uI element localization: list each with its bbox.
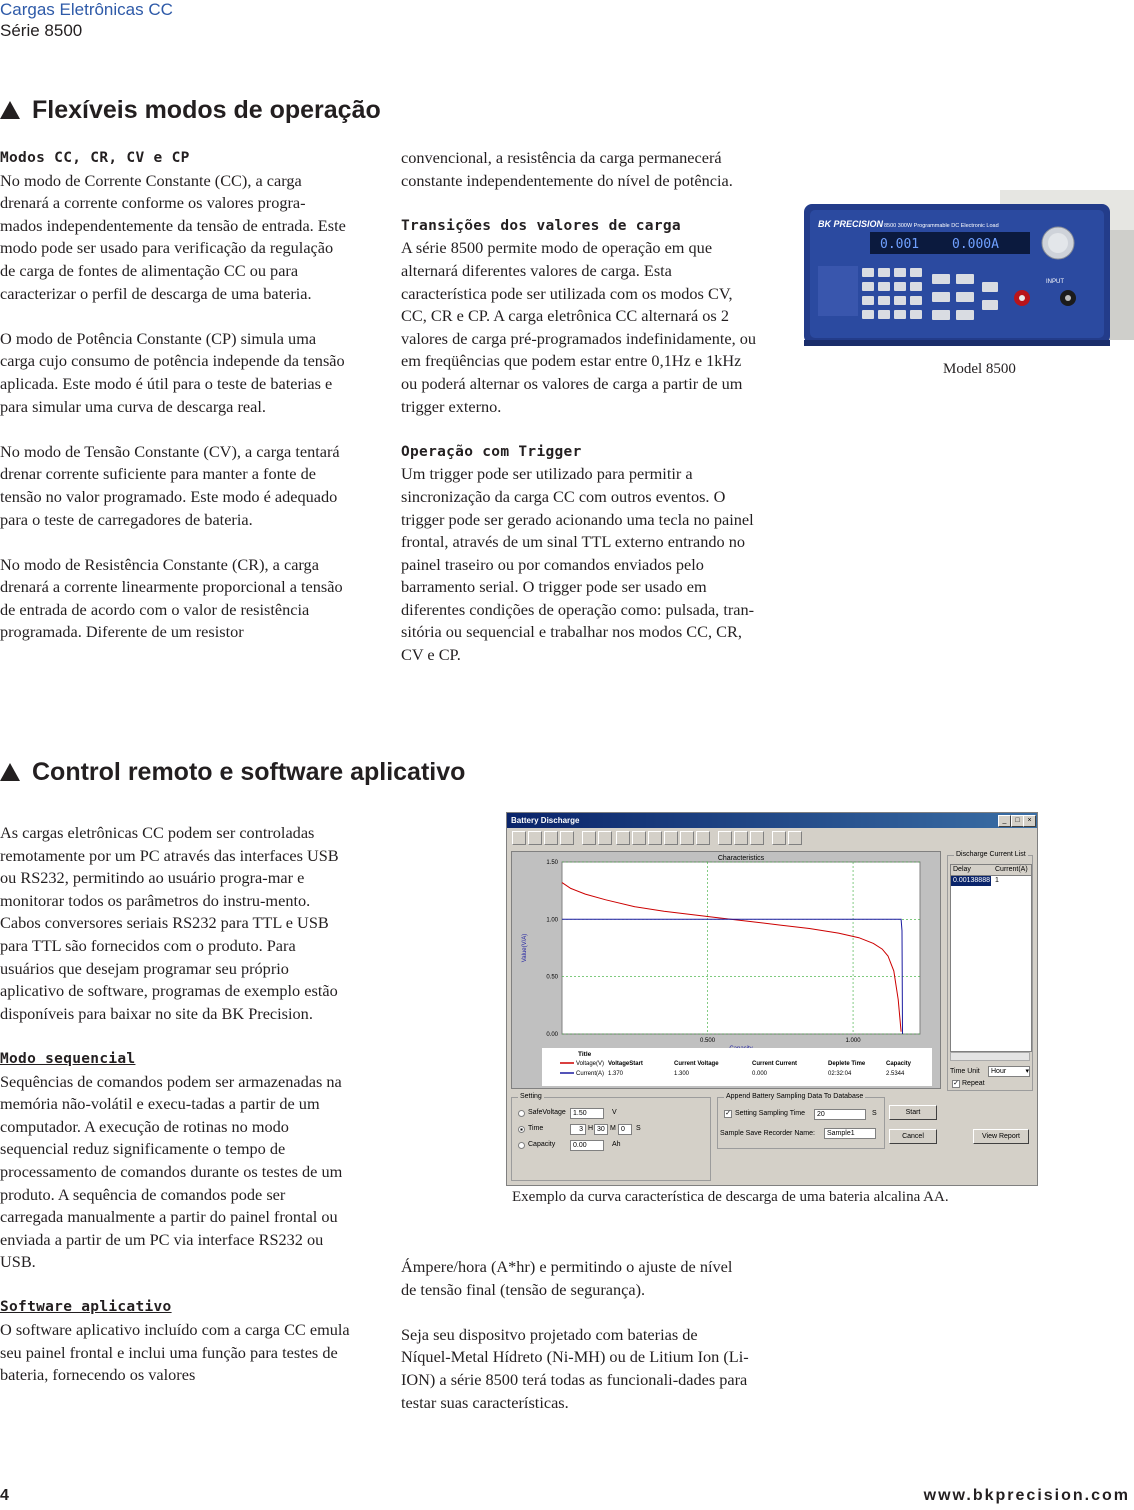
running-header-series: Série 8500 <box>0 21 83 40</box>
minutes-label: M <box>610 1125 616 1132</box>
paragraph: convencional, a resistência da carga permanecerá constante independentemente do nível de potência. <box>401 148 733 190</box>
capacity-radio[interactable] <box>518 1142 525 1149</box>
screenshot-caption: Exemplo da curva característica de descarga de uma bateria alcalina AA. <box>512 1189 949 1205</box>
table-header: Current Voltage <box>674 1061 719 1067</box>
paragraph: Seja seu dispositvo projetado com baterias de Níquel-Metal Hídreto (Ni-MH) ou de Litium Ion (Li-ION) a série 8500 terá todas as funcionali-dades para testar suas características. <box>401 1324 749 1412</box>
capacity-label: Capacity <box>528 1141 556 1148</box>
y-axis-label: Value(V/A) <box>522 933 528 963</box>
recorder-name-label: Sample Save Recorder Name: <box>720 1130 815 1137</box>
seconds-label: S <box>636 1125 641 1132</box>
section2-column2 <box>401 1256 751 1414</box>
subheading-transitions: Transições dos valores de carga <box>401 217 681 234</box>
safe-voltage-radio[interactable] <box>518 1110 525 1117</box>
subheading-software: Software aplicativo <box>0 1299 172 1316</box>
discharge-side-panel <box>945 851 1035 1131</box>
subheading-modes: Modos CC, CR, CV e CP <box>0 150 190 166</box>
maximize-icon[interactable]: □ <box>1011 815 1024 827</box>
start-button[interactable]: Start <box>889 1105 937 1120</box>
time-label: Time <box>528 1125 544 1132</box>
chart-tool-icon[interactable] <box>512 831 526 845</box>
minutes-field[interactable]: 30 <box>594 1124 608 1135</box>
discharge-chart <box>512 852 940 1088</box>
table-header: Deplete Time <box>828 1061 866 1067</box>
paragraph: As cargas eletrônicas CC podem ser controladas remotamente por um PC através das interfaces USB ou RS232, permitindo ao usuário progra-mar e monitorar todos os parâmetros do instru-mento. Cabos conversores seriais RS232 para TTL e USB para TTL são fornecidos com o produto. Para usuários que desejam programar seu próprio aplicativo de software, programas de exemplo estão disponíveis para baixar no site da BK Precision. <box>0 823 339 1023</box>
capacity-field[interactable]: 0.00 <box>570 1140 604 1151</box>
paragraph: A série 8500 permite modo de operação em que alternará diferentes valores de carga. Esta característica pode ser utilizada com os modos CV, CC, CR e CP. A carga eletrônica CC alternará os 2 valores de carga pré-programados indefinidamente, ou em freqüências que podem estar entre 0,1Hz e 1kHz ou poderá alternar os valores de carga a partir de um trigger externo. <box>401 238 757 416</box>
y-tick-label: 0.50 <box>546 974 558 981</box>
time-radio[interactable] <box>518 1126 525 1133</box>
repeat-checkbox[interactable]: ✓ <box>953 1080 959 1087</box>
table-cell[interactable]: 0.00138888 <box>953 877 990 884</box>
seconds-field[interactable]: 0 <box>618 1124 632 1135</box>
x-tick-label: 0.500 <box>700 1038 716 1044</box>
device-model-text: 8500 300W Programmable DC Electronic Load <box>884 223 999 229</box>
hours-label: H <box>588 1125 594 1132</box>
column-header: Current(A) <box>995 866 1028 873</box>
column-header: Delay <box>953 866 971 873</box>
table-cell: 0.000 <box>752 1071 768 1077</box>
legend-voltage: Voltage(V) <box>576 1061 605 1067</box>
horizontal-scrollbar[interactable] <box>950 1052 1030 1061</box>
paragraph: Sequências de comandos podem ser armazenadas na memória não-volátil e execu-tadas a partir de um computador. A execução de rotinas no modo sequencial reduz significamente o tempo de processamento de comandos durante os testes de um produto. A sequência de comandos pode ser carregada manualmente a partir do painel frontal ou enviada a partir de um PC via interface RS232 ou USB. <box>0 1071 343 1272</box>
chart-area <box>511 851 941 1089</box>
table-header: Current Current <box>752 1061 798 1067</box>
triangle-bullet-icon <box>0 763 20 781</box>
section1-column1 <box>0 147 348 644</box>
device-caption: Model 8500 <box>943 361 1016 377</box>
subheading-sequential: Modo sequencial <box>0 1050 136 1067</box>
table-header: VoltageStart <box>608 1061 643 1067</box>
chart-tool-icon[interactable] <box>528 831 542 845</box>
section2-column1 <box>0 822 350 1387</box>
chevron-down-icon: ▾ <box>1025 1068 1029 1075</box>
window-title-bar: Battery Discharge <box>507 813 1037 828</box>
erase-icon[interactable] <box>718 831 732 845</box>
table-cell: 02:32:04 <box>828 1071 852 1077</box>
triangle-bullet-icon <box>0 101 20 119</box>
device-display-1: 0.001 <box>880 237 920 252</box>
unit-label: Ah <box>612 1141 621 1148</box>
x-tick-label: 1.000 <box>845 1038 861 1044</box>
y-tick-label: 0.00 <box>546 1032 558 1038</box>
toolbar <box>510 830 1034 848</box>
y-tick-label: 1.00 <box>546 917 558 924</box>
legend-header: Title <box>578 1051 592 1058</box>
y-tick-label: 1.50 <box>546 860 558 866</box>
discharge-current-table[interactable] <box>950 864 1032 1052</box>
device-brand: BK PRECISION <box>818 219 884 229</box>
section1-column2 <box>401 147 761 667</box>
page-number: 4 <box>0 1487 9 1504</box>
cancel-button[interactable]: Cancel <box>889 1129 937 1144</box>
safe-voltage-field[interactable]: 1.50 <box>570 1108 604 1119</box>
step-icon[interactable] <box>696 831 710 845</box>
close-icon[interactable]: × <box>1023 815 1036 827</box>
running-header-title: Cargas Eletrônicas CC <box>0 0 173 19</box>
paragraph: Ámpere/hora (A*hr) e permitindo o ajuste de nível de tensão final (tensão de segurança). <box>401 1257 733 1299</box>
sampling-time-checkbox[interactable]: ✓ <box>725 1110 731 1117</box>
table-cell: 1.370 <box>608 1071 624 1077</box>
print-icon[interactable] <box>734 831 748 845</box>
zoom-reset-icon[interactable] <box>664 831 678 845</box>
copy-icon[interactable] <box>772 831 786 845</box>
paragraph: No modo de Corrente Constante (CC), a carga drenará a corrente conforme os valores progra-mados independentemente da tensão de entrada. Este modo pode ser usado para verificação da regulação de carga de fontes de alimentação CC ou para caracterizar o perfil de descarga de uma bateria. <box>0 170 346 303</box>
paragraph: Um trigger pode ser utilizado para permitir a sincronização da carga CC com outros eventos. O trigger pode ser gerado acionando uma tecla no painel frontal, através de um sinal TTL externo entrando no painel traseiro ou por comandos enviados pelo barramento serial. O trigger pode ser usado em diferentes condições de operação como: pulsada, tran-sitória ou sequencial e trabalhar nos modos CC, CR, CV e CP. <box>401 464 755 665</box>
paragraph: O software aplicativo incluído com a carga CC emula seu painel frontal e inclui uma função para testes de bateria, fornecendo os valores <box>0 1320 350 1385</box>
table-cell: 2.5344 <box>886 1071 905 1077</box>
zoom-icon[interactable] <box>598 831 612 845</box>
model-8500-device-image <box>800 190 1134 358</box>
sampling-time-field[interactable]: 20 <box>814 1109 866 1120</box>
table-cell[interactable]: 1 <box>995 877 999 884</box>
website-url: www.bkprecision.com <box>923 1487 1130 1504</box>
battery-discharge-window <box>506 812 1038 1186</box>
zoom-fit-icon[interactable] <box>648 831 662 845</box>
unit-label: V <box>612 1109 617 1116</box>
repeat-label: Repeat <box>962 1080 985 1087</box>
hours-field[interactable]: 3 <box>570 1124 586 1135</box>
time-unit-label: Time Unit <box>950 1068 980 1075</box>
append-sampling-group: Append Battery Sampling Data To Database ✓ Setting Sampling Time 20 S Sample Save Recorder Name: Sample1 <box>717 1097 885 1149</box>
chart-tool-icon[interactable] <box>560 831 574 845</box>
paragraph: O modo de Potência Constante (CP) simula uma carga cujo consumo de potência independe da tensão aplicada. Este modo é útil para o teste de baterias e para simular uma curva de descarga real. <box>0 328 345 416</box>
table-cell: 1.300 <box>674 1071 690 1077</box>
safe-voltage-label: SafeVoltage <box>528 1109 566 1116</box>
pan-icon[interactable] <box>582 831 596 845</box>
paragraph: No modo de Tensão Constante (CV), a carga tentará drenar corrente suficiente para manter a fonte de tensão no valor programado. Este modo é adequado para o teste de carregadores de bateria. <box>0 441 340 529</box>
chart-title: Characteristics <box>717 855 765 862</box>
view-report-button[interactable]: View Report <box>973 1129 1029 1144</box>
time-unit-select[interactable]: Hour ▾ <box>988 1066 1030 1077</box>
save-icon[interactable] <box>750 831 764 845</box>
zoom-in-icon[interactable] <box>616 831 630 845</box>
device-display-2: 0.000A <box>952 237 999 252</box>
section-heading-modes: Flexíveis modos de operação <box>0 96 381 125</box>
zoom-out-icon[interactable] <box>632 831 646 845</box>
save-disk-icon[interactable] <box>788 831 802 845</box>
minimize-icon[interactable]: _ <box>998 815 1011 827</box>
device-input-label: INPUT <box>1046 279 1064 285</box>
section-heading-remote: Control remoto e software aplicativo <box>0 758 465 787</box>
setting-group: Setting SafeVoltage 1.50 V Time 3 H 30 M 0 S Capacity 0.00 Ah <box>511 1097 711 1181</box>
sampling-time-label: Setting Sampling Time <box>735 1110 806 1117</box>
paragraph: No modo de Resistência Constante (CR), a carga drenará a corrente linearmente proporcional a tensão de entrada de acordo com o valor de resistência programada. Diferente de um resistor <box>0 554 343 642</box>
table-header: Capacity <box>886 1061 912 1067</box>
subheading-trigger: Operação com Trigger <box>401 443 582 460</box>
legend-current: Current(A) <box>576 1071 605 1077</box>
play-icon[interactable] <box>680 831 694 845</box>
chart-tool-icon[interactable] <box>544 831 558 845</box>
discharge-current-list-group: Discharge Current List Delay Current(A) 0.00138888 1 Time Unit Hour ▾ ✓ Repeat <box>947 855 1033 1091</box>
recorder-name-field[interactable]: Sample1 <box>824 1128 876 1139</box>
unit-label: S <box>872 1110 877 1117</box>
